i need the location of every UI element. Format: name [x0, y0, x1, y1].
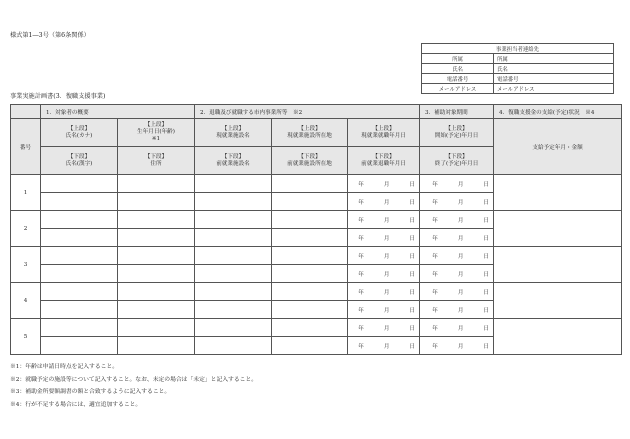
cur-facility-entry[interactable]	[195, 319, 272, 337]
kanji-header: 【下段】 氏名(漢字)	[41, 147, 118, 175]
row-number: 4	[11, 283, 41, 319]
cur-date-header: 【上段】 現就業就職年月日	[348, 119, 420, 147]
table-row	[11, 283, 622, 301]
cur-facility-entry[interactable]	[195, 211, 272, 229]
payment-entry[interactable]	[494, 175, 622, 211]
date-entry[interactable]: 年 月 日	[348, 283, 420, 301]
plan-table	[10, 104, 622, 355]
date-entry[interactable]: 年 月 日	[348, 247, 420, 265]
payment-header: 支給予定年月・金額	[494, 119, 622, 175]
payment-entry[interactable]	[494, 319, 622, 355]
cur-facility-entry[interactable]	[195, 247, 272, 265]
address-entry[interactable]	[118, 229, 195, 247]
contact-value[interactable]: 所属	[494, 54, 614, 64]
contact-value[interactable]: 電話番号	[494, 74, 614, 84]
birth-entry[interactable]	[118, 319, 195, 337]
table-row	[11, 319, 622, 337]
prev-date-header: 【下段】 前就業退職年月日	[348, 147, 420, 175]
kana-entry[interactable]	[41, 247, 118, 265]
cur-location-entry[interactable]	[272, 247, 348, 265]
row-number: 3	[11, 247, 41, 283]
kana-entry[interactable]	[41, 283, 118, 301]
prev-location-entry[interactable]	[272, 229, 348, 247]
birth-entry[interactable]	[118, 211, 195, 229]
date-entry[interactable]: 年 月 日	[420, 247, 494, 265]
contact-label: メールアドレス	[422, 84, 494, 94]
payment-entry[interactable]	[494, 247, 622, 283]
date-entry[interactable]: 年 月 日	[348, 193, 420, 211]
date-entry[interactable]: 年 月 日	[348, 301, 420, 319]
prev-facility-entry[interactable]	[195, 193, 272, 211]
address-entry[interactable]	[118, 193, 195, 211]
date-entry[interactable]: 年 月 日	[420, 301, 494, 319]
date-entry[interactable]: 年 月 日	[420, 265, 494, 283]
date-entry[interactable]: 年 月 日	[420, 175, 494, 193]
table-row	[11, 175, 622, 193]
start-date-header: 【上段】 開始(予定)年月日	[420, 119, 494, 147]
prev-location-entry[interactable]	[272, 337, 348, 355]
prev-location-header: 【下段】 前就業施設所在地	[272, 147, 348, 175]
date-entry[interactable]: 年 月 日	[348, 319, 420, 337]
row-number: 5	[11, 319, 41, 355]
date-entry[interactable]: 年 月 日	[420, 193, 494, 211]
notes	[10, 361, 257, 411]
plan-rows	[11, 175, 622, 355]
row-number: 2	[11, 211, 41, 247]
prev-facility-entry[interactable]	[195, 265, 272, 283]
date-entry[interactable]: 年 月 日	[420, 319, 494, 337]
table-row	[11, 211, 622, 229]
row-number: 1	[11, 175, 41, 211]
date-entry[interactable]: 年 月 日	[348, 175, 420, 193]
kanji-entry[interactable]	[41, 265, 118, 283]
cur-location-entry[interactable]	[272, 319, 348, 337]
contact-title: 事業担当者連絡先	[422, 44, 614, 54]
date-entry[interactable]: 年 月 日	[420, 229, 494, 247]
note: ※4：行が不足する場合には、適宜追加すること。	[10, 401, 142, 408]
kanji-entry[interactable]	[41, 301, 118, 319]
contact-label: 電話番号	[422, 74, 494, 84]
prev-location-entry[interactable]	[272, 265, 348, 283]
kanji-entry[interactable]	[41, 193, 118, 211]
date-entry[interactable]: 年 月 日	[420, 211, 494, 229]
contact-box	[421, 43, 614, 94]
corner-cell	[11, 105, 41, 119]
kana-header: 【上段】 氏名(カナ)	[41, 119, 118, 147]
date-entry[interactable]: 年 月 日	[348, 211, 420, 229]
prev-facility-header: 【下段】 前就業施設名	[195, 147, 272, 175]
birth-header: 【上段】 生年月日(年齢) ※1	[118, 119, 195, 147]
cur-location-entry[interactable]	[272, 175, 348, 193]
cur-location-entry[interactable]	[272, 283, 348, 301]
section-2-header: 2．退職及び就職する市内事業所等 ※2	[195, 105, 420, 119]
payment-entry[interactable]	[494, 211, 622, 247]
cur-facility-header: 【上段】 現就業施設名	[195, 119, 272, 147]
cur-location-header: 【上段】 現就業施設所在地	[272, 119, 348, 147]
section-3-header: 3．補助対象期間	[420, 105, 494, 119]
date-entry[interactable]: 年 月 日	[420, 337, 494, 355]
kana-entry[interactable]	[41, 319, 118, 337]
cur-facility-entry[interactable]	[195, 283, 272, 301]
kana-entry[interactable]	[41, 211, 118, 229]
date-entry[interactable]: 年 月 日	[348, 229, 420, 247]
section-1-header: 1．対象者の概要	[41, 105, 195, 119]
kana-entry[interactable]	[41, 175, 118, 193]
kanji-entry[interactable]	[41, 337, 118, 355]
birth-entry[interactable]	[118, 283, 195, 301]
prev-location-entry[interactable]	[272, 193, 348, 211]
address-entry[interactable]	[118, 301, 195, 319]
prev-facility-entry[interactable]	[195, 301, 272, 319]
prev-facility-entry[interactable]	[195, 337, 272, 355]
table-row	[11, 247, 622, 265]
contact-value[interactable]: メールアドレス	[494, 84, 614, 94]
address-entry[interactable]	[118, 265, 195, 283]
birth-entry[interactable]	[118, 247, 195, 265]
address-header: 【下段】 住所	[118, 147, 195, 175]
note: ※1：年齢は申請日時点を記入すること。	[10, 364, 119, 370]
date-entry[interactable]: 年 月 日	[348, 337, 420, 355]
plan-title: 事業実施計画書(3．復職支援事業)	[10, 93, 106, 100]
cur-facility-entry[interactable]	[195, 175, 272, 193]
date-entry[interactable]: 年 月 日	[348, 265, 420, 283]
prev-facility-entry[interactable]	[195, 229, 272, 247]
end-date-header: 【下段】 終了(予定)年月日	[420, 147, 494, 175]
form-code: 様式第1―3号（第6条関係）	[10, 32, 90, 39]
note: ※3：補助金所要額調書の額と合致するように記入すること。	[10, 389, 171, 395]
prev-location-entry[interactable]	[272, 301, 348, 319]
contact-label: 氏名	[422, 64, 494, 74]
section-4-header: 4．復職支援金の支給(予定)状況 ※4	[494, 105, 622, 119]
date-entry[interactable]: 年 月 日	[420, 283, 494, 301]
payment-entry[interactable]	[494, 283, 622, 319]
number-header: 番号	[11, 119, 41, 175]
cur-location-entry[interactable]	[272, 211, 348, 229]
birth-entry[interactable]	[118, 175, 195, 193]
contact-value[interactable]: 氏名	[494, 64, 614, 74]
note: ※2：就職予定の施設等について記入すること。なお、未定の場合は「未定」と記入すること。	[10, 376, 258, 383]
contact-label: 所属	[422, 54, 494, 64]
kanji-entry[interactable]	[41, 229, 118, 247]
address-entry[interactable]	[118, 337, 195, 355]
